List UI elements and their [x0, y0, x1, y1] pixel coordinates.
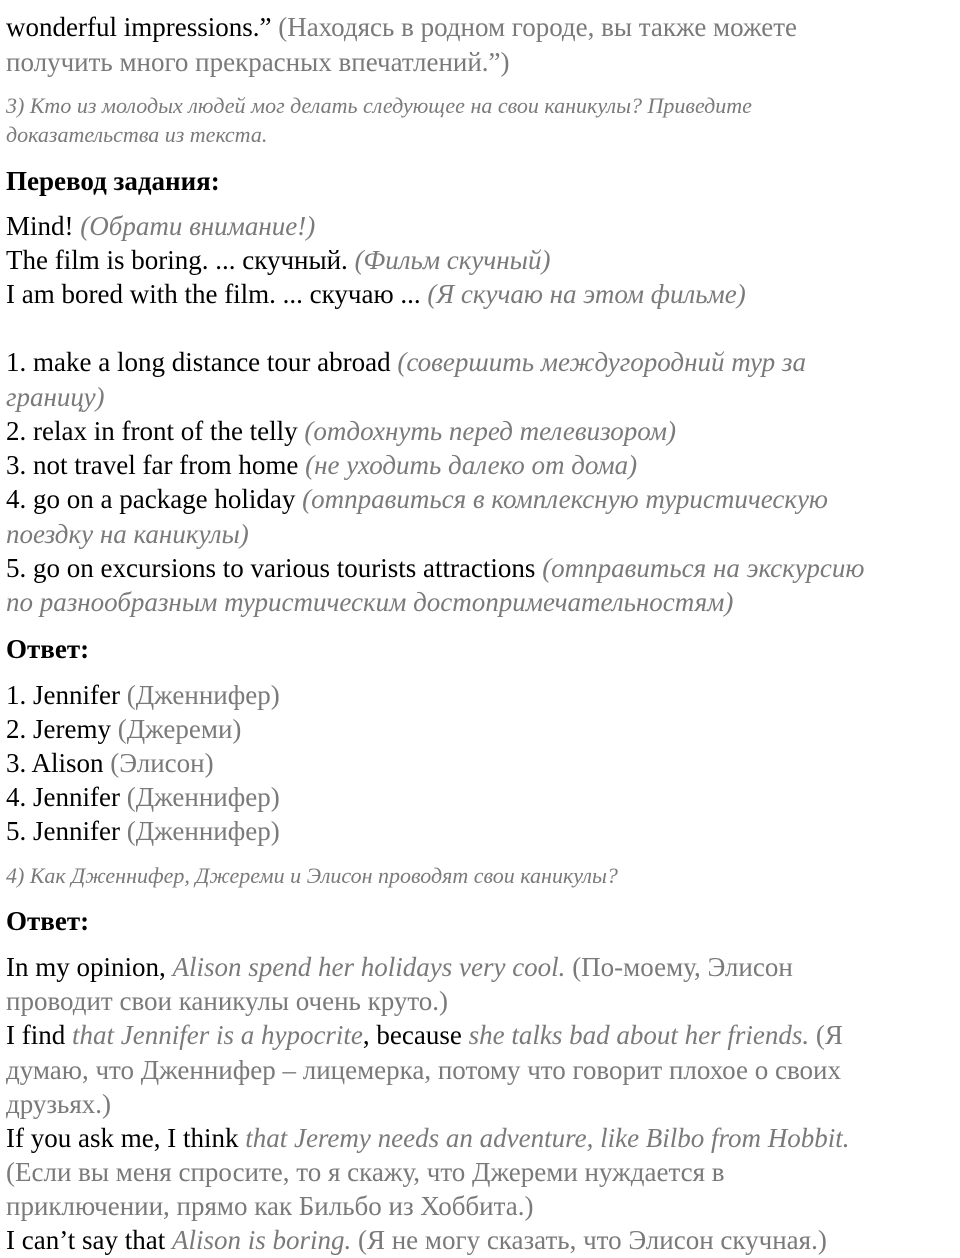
task-item-5	[6, 551, 864, 585]
answer-translation: (Джереми)	[117, 714, 242, 744]
question-3-line-1: 3) Кто из молодых людей мог делать следующее на свои каникулы? Приведите	[6, 93, 752, 118]
opinion-phrase: I can’t say that	[6, 1225, 172, 1255]
task-item-4	[6, 482, 828, 516]
task-english: 2. relax in front of the telly	[6, 416, 305, 446]
opinion-phrase: If you ask me, I think	[6, 1123, 246, 1153]
task-translation-heading: Перевод задания:	[6, 166, 220, 196]
opinion-clause: Alison spend her holidays very cool.	[172, 952, 566, 982]
answer-heading-2: Ответ:	[6, 906, 90, 936]
answer-item-2	[6, 712, 241, 746]
opinion-4-line-1	[6, 1223, 827, 1257]
task-english: 4. go on a package holiday	[6, 484, 303, 514]
opinion-connector: , because	[362, 1020, 469, 1050]
task-translation: (отдохнуть перед телевизором)	[304, 416, 676, 446]
opinion-2-line-2: думаю, что Дженнифер – лицемерка, потому что говорит плохое о своих	[6, 1055, 841, 1085]
intro-translation: (Находясь в родном городе, вы также можете	[271, 12, 798, 42]
task-item-1	[6, 345, 806, 379]
task-item-5-cont: по разнообразным туристическим достопримечательностям)	[6, 587, 734, 617]
mind-translation: (Я скучаю на этом фильме)	[427, 279, 746, 309]
answer-heading-1: Ответ:	[6, 634, 90, 664]
opinion-translation: (По-моему, Элисон	[565, 952, 793, 982]
task-item-3	[6, 448, 637, 482]
intro-line-1	[6, 10, 797, 44]
opinion-translation: (Я не могу сказать, что Элисон скучная.)	[351, 1225, 827, 1255]
question-4: 4) Как Дженнифер, Джереми и Элисон проводят свои каникулы?	[6, 863, 618, 888]
opinion-1-line-2: проводит свои каникулы очень круто.)	[6, 986, 449, 1016]
answer-translation: (Дженнифер)	[126, 782, 280, 812]
answer-item-3	[6, 746, 214, 780]
answer-translation: (Дженнифер)	[126, 816, 280, 846]
mind-line-3	[6, 277, 746, 311]
opinion-3-line-3: приключении, прямо как Бильбо из Хоббита.)	[6, 1191, 534, 1221]
opinion-3-line-1	[6, 1121, 850, 1155]
task-item-4-cont: поездку на каникулы)	[6, 519, 249, 549]
intro-line-2: получить много прекрасных впечатлений.”)	[6, 47, 510, 77]
answer-item-4	[6, 780, 280, 814]
opinion-phrase: In my opinion,	[6, 952, 173, 982]
answer-item-5	[6, 814, 280, 848]
opinion-clause: Alison is boring.	[171, 1225, 352, 1255]
answer-translation: (Дженнифер)	[126, 680, 280, 710]
opinion-translation: (Я	[809, 1020, 843, 1050]
opinion-1-line-1	[6, 950, 793, 984]
mind-english: I am bored with the film. ... скучаю ...	[6, 279, 428, 309]
task-item-2	[6, 414, 676, 448]
mind-translation: (Обрати внимание!)	[80, 211, 316, 241]
mind-english: Mind!	[6, 211, 81, 241]
task-translation: (совершить междугородний тур за	[397, 347, 806, 377]
opinion-clause: she talks bad about her friends.	[468, 1020, 810, 1050]
opinion-clause: that Jeremy needs an adventure, like Bilbo from Hobbit.	[245, 1123, 850, 1153]
opinion-clause: that Jennifer is a hypocrite	[71, 1020, 363, 1050]
opinion-2-line-1	[6, 1018, 843, 1052]
task-item-1-cont: границу)	[6, 382, 105, 412]
answer-english: 1. Jennifer	[6, 680, 127, 710]
mind-line-1	[6, 209, 315, 243]
task-english: 1. make a long distance tour abroad	[6, 347, 398, 377]
opinion-3-line-2: (Если вы меня спросите, то я скажу, что Джереми нуждается в	[6, 1157, 725, 1187]
task-english: 5. go on excursions to various tourists attractions	[6, 553, 543, 583]
mind-translation: (Фильм скучный)	[354, 245, 551, 275]
task-translation: (не уходить далеко от дома)	[305, 450, 638, 480]
opinion-phrase: I find	[6, 1020, 72, 1050]
task-translation: (отправиться на экскурсию	[542, 553, 865, 583]
answer-english: 4. Jennifer	[6, 782, 127, 812]
mind-line-2	[6, 243, 550, 277]
task-english: 3. not travel far from home	[6, 450, 306, 480]
task-translation: (отправиться в комплексную туристическую	[302, 484, 828, 514]
mind-english: The film is boring. ... скучный.	[6, 245, 355, 275]
answer-english: 5. Jennifer	[6, 816, 127, 846]
answer-english: 3. Alison	[6, 748, 111, 778]
answer-english: 2. Jeremy	[6, 714, 118, 744]
answer-translation: (Элисон)	[110, 748, 214, 778]
opinion-2-line-3: друзьях.)	[6, 1089, 112, 1119]
intro-english: wonderful impressions.”	[6, 12, 272, 42]
answer-item-1	[6, 678, 280, 712]
question-3-line-2: доказательства из текста.	[6, 122, 268, 147]
